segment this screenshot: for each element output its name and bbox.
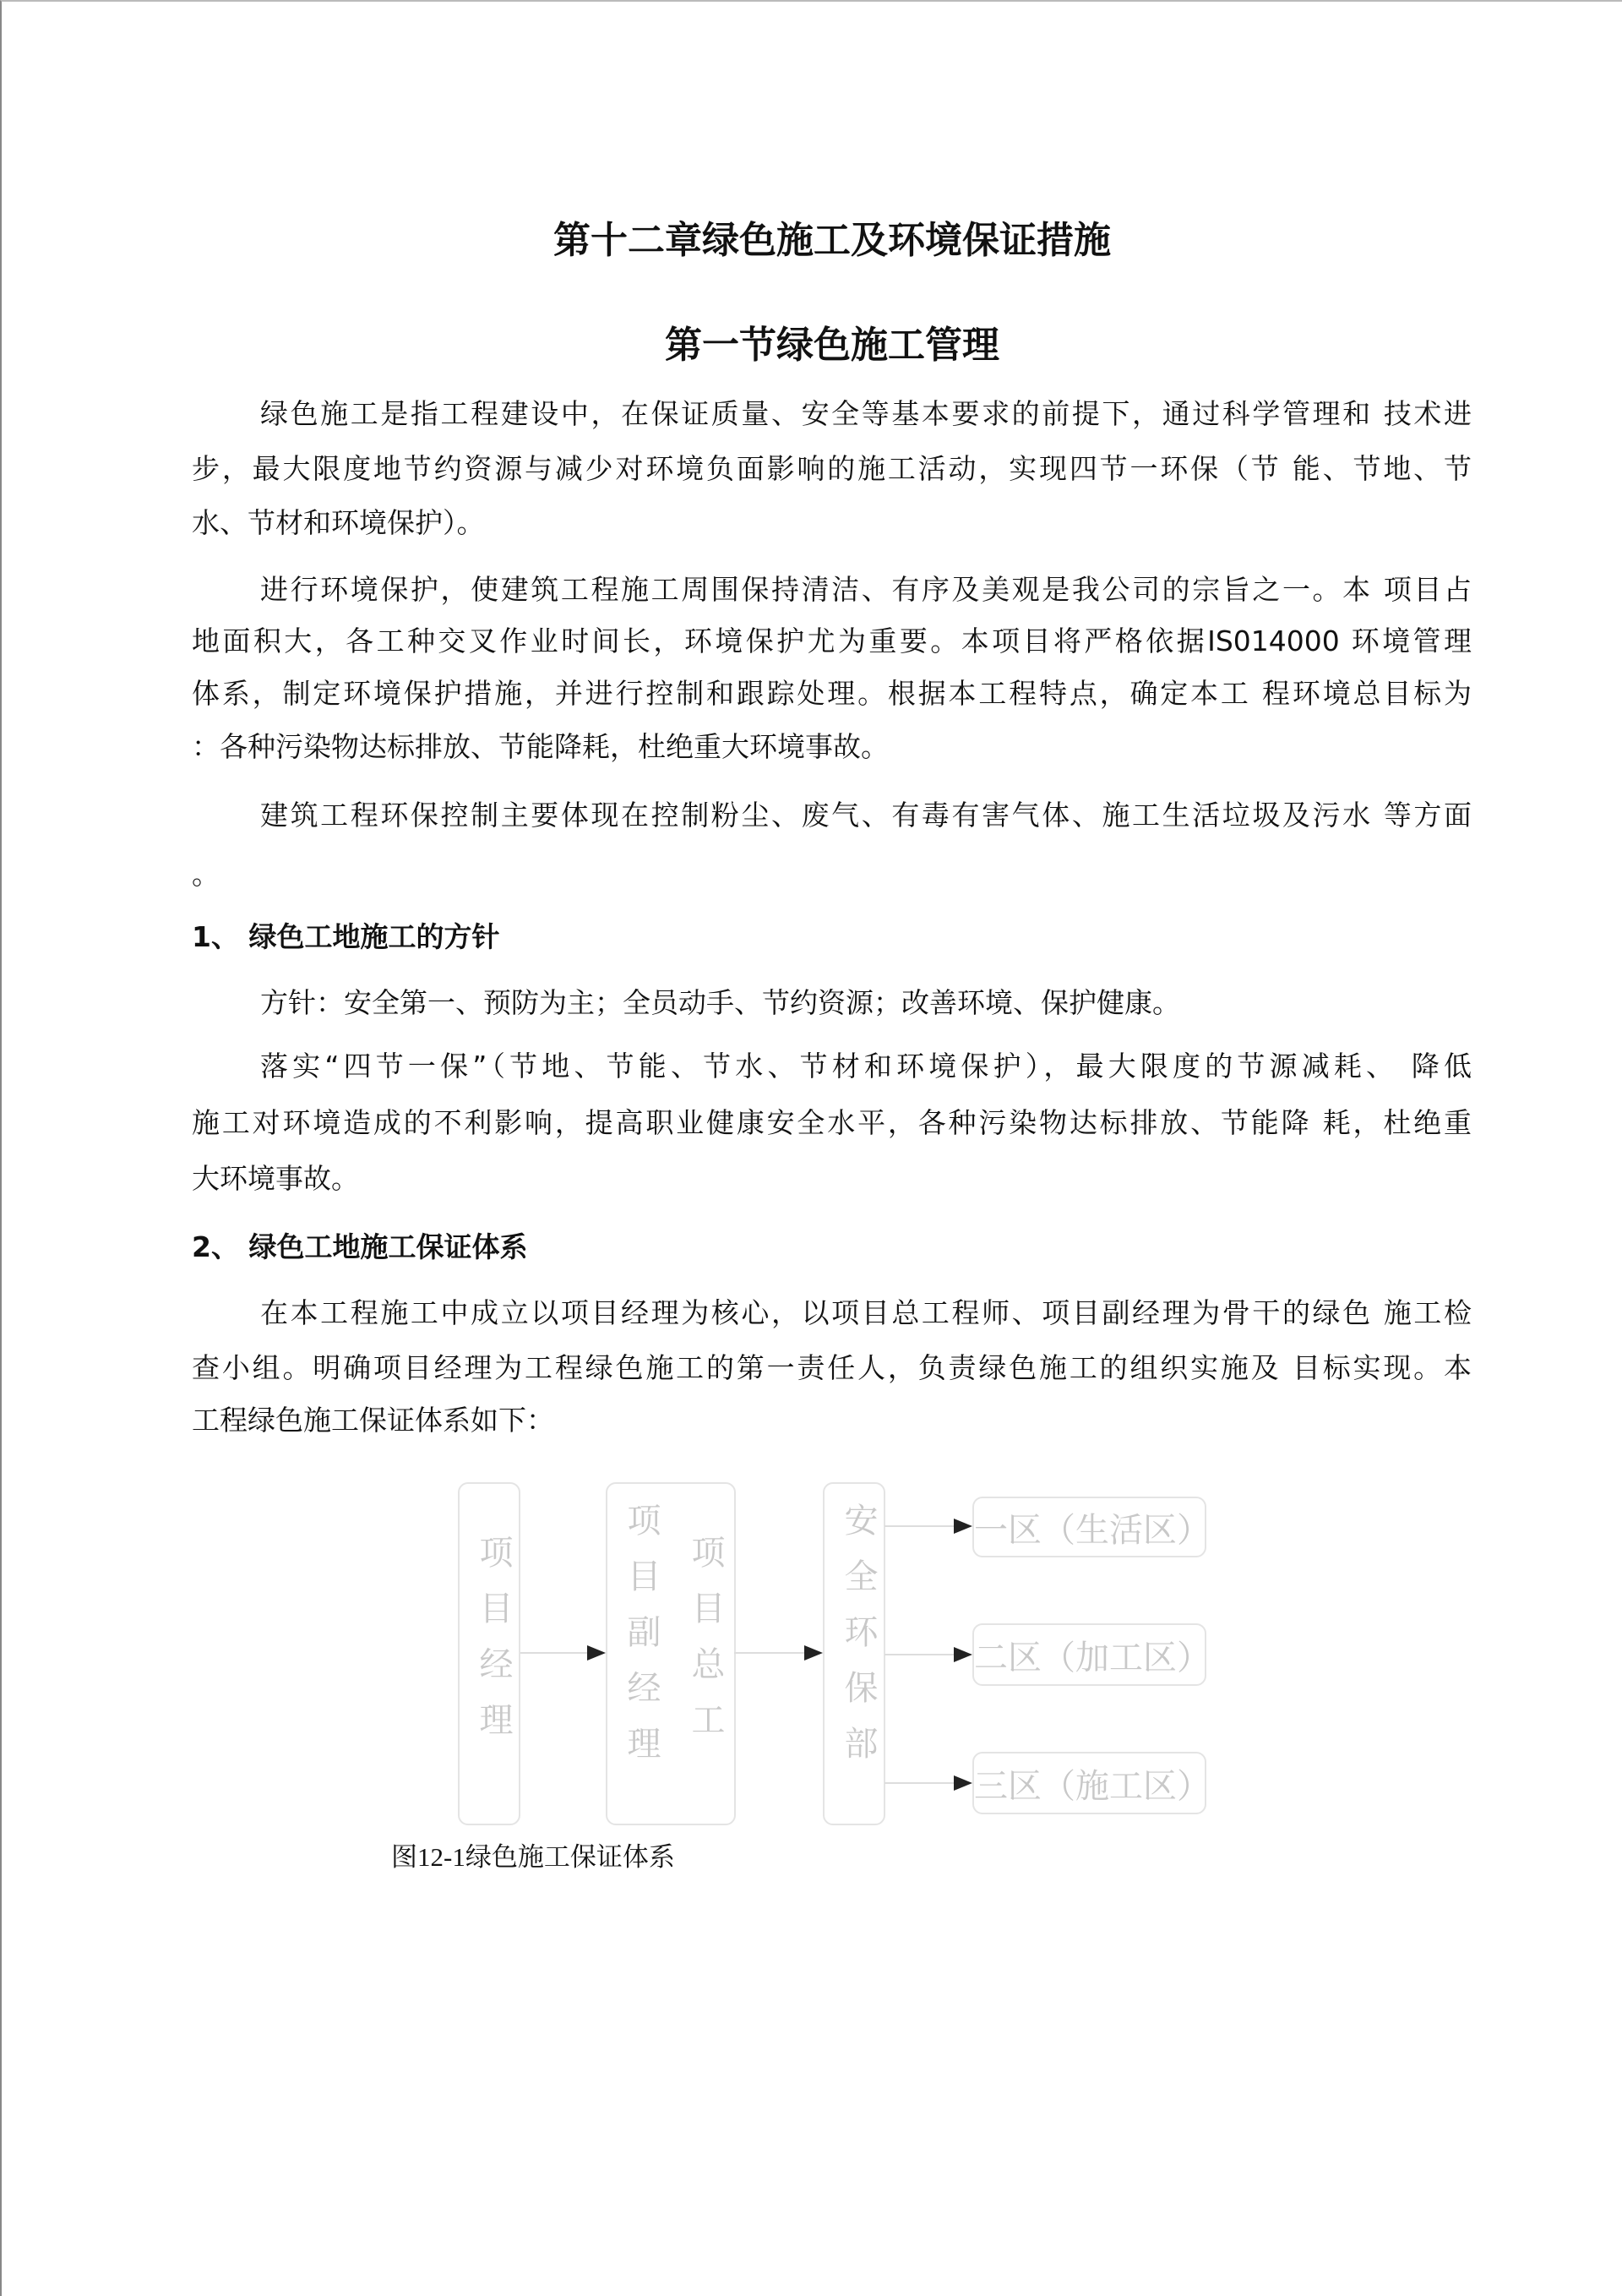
chapter-title: 第十二章绿色施工及环境保证措施	[553, 219, 1111, 262]
box-safety-env-dept	[823, 1482, 885, 1825]
arrow-icon	[884, 1525, 971, 1527]
figure-caption: 图12-1绿色施工保证体系	[391, 1842, 675, 1872]
arrow-icon	[520, 1652, 604, 1654]
box-deputy-chief	[606, 1482, 736, 1825]
paragraph-line: 地面积大，各工种交叉作业时间长，环境保护尤为重要。本项目将严格依据IS014000 环境管理	[192, 624, 1472, 657]
section-title: 第一节绿色施工管理	[665, 324, 999, 367]
paragraph-line: 查小组。明确项目经理为工程绿色施工的第一责任人，负责绿色施工的组织实施及 目标实现。本	[192, 1351, 1472, 1384]
zone-construction: 三区（施工区）	[972, 1752, 1206, 1814]
paragraph-line: 建筑工程环保控制主要体现在控制粉尘、废气、有毒有害气体、施工生活垃圾及污水 等方面	[260, 799, 1472, 832]
paragraph-line: 工程绿色施工保证体系如下：	[192, 1404, 554, 1437]
paragraph-line: 水、节材和环境保护）。	[192, 506, 485, 539]
paragraph-line: 绿色施工是指工程建设中，在保证质量、安全等基本要求的前提下，通过科学管理和 技术进	[260, 397, 1472, 430]
paragraph-line: 进行环境保护，使建筑工程施工周围保持清洁、有序及美观是我公司的宗旨之一。本 项目占	[260, 573, 1472, 606]
paragraph-line: 落实“四节一保”（节地、节能、节水、节材和环境保护），最大限度的节源减耗、 降低	[260, 1050, 1472, 1083]
heading-system: 2、 绿色工地施工保证体系	[192, 1230, 528, 1263]
paragraph-line: 在本工程施工中成立以项目经理为核心，以项目总工程师、项目副经理为骨干的绿色 施工检	[260, 1296, 1472, 1329]
paragraph-line: 。	[192, 858, 220, 891]
label-project-manager: 项目经理	[474, 1535, 513, 1758]
paragraph-line: 步，最大限度地节约资源与减少对环境负面影响的施工活动，实现四节一环保（节 能、节地、节	[192, 452, 1472, 485]
paragraph-line: 施工对环境造成的不利影响，提高职业健康安全水平，各种污染物达标排放、节能降 耗，杜绝重	[192, 1106, 1472, 1139]
heading-policy: 1、 绿色工地施工的方针	[192, 920, 500, 953]
arrow-icon	[734, 1652, 821, 1654]
arrow-icon	[884, 1654, 971, 1655]
label-deputy-manager: 项目副经理	[622, 1502, 661, 1781]
arrow-icon	[884, 1782, 971, 1784]
paragraph-line: 大环境事故。	[192, 1162, 359, 1195]
paragraph-line: 体系，制定环境保护措施，并进行控制和跟踪处理。根据本工程特点，确定本工 程环境总目标为	[192, 677, 1472, 710]
zone-living: 一区（生活区）	[972, 1497, 1206, 1557]
paragraph-line: ：各种污染物达标排放、节能降耗，杜绝重大环境事故。	[192, 730, 889, 763]
box-project-manager	[458, 1482, 520, 1825]
zone-processing: 二区（加工区）	[972, 1623, 1206, 1686]
label-safety-env-dept: 安全环保部	[839, 1502, 878, 1781]
label-chief-engineer: 项目总工	[686, 1535, 725, 1758]
policy-text: 方针：安全第一、预防为主；全员动手、节约资源；改善环境、保护健康。	[260, 986, 1180, 1019]
